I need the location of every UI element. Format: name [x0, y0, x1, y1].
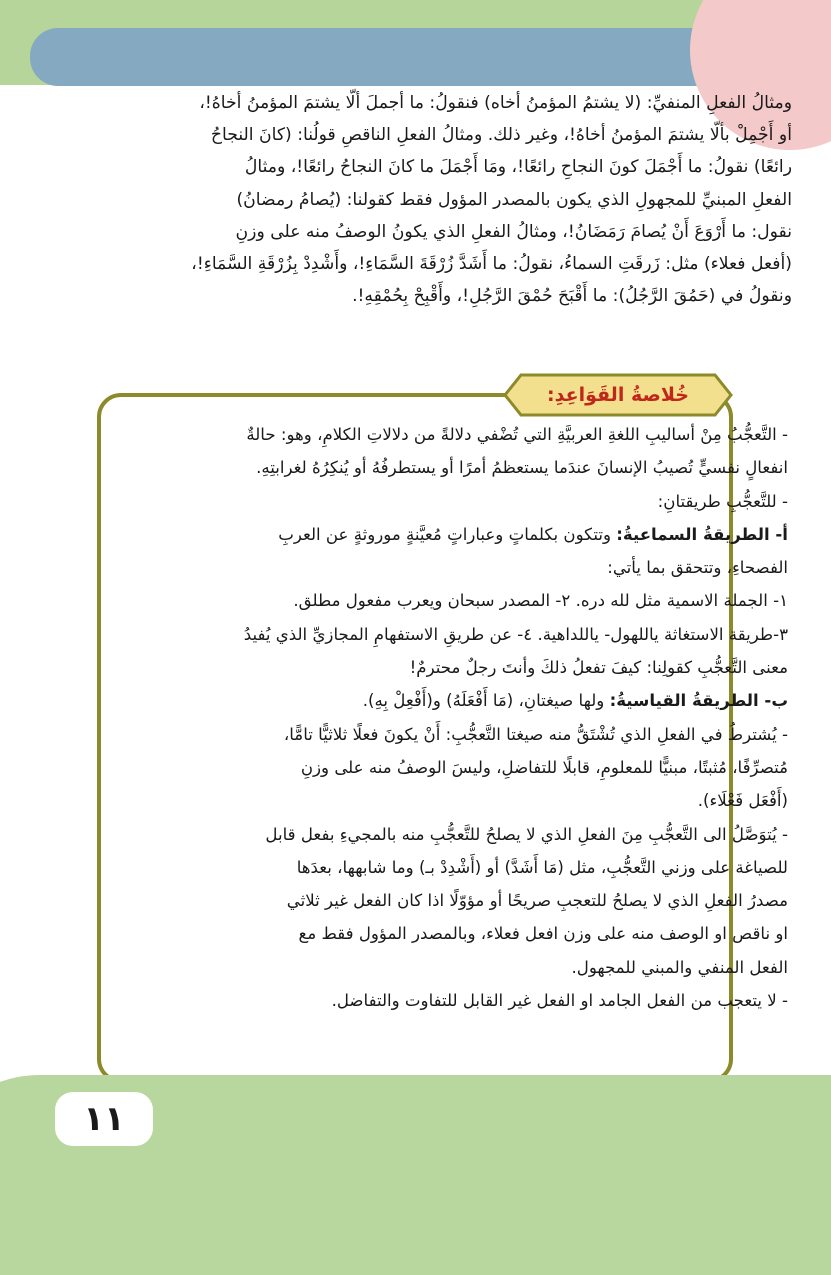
method-heading-b: ب- الطريقةُ القياسيةُ: — [609, 691, 788, 711]
method-heading-a: أ- الطريقةُ السماعيةُ: — [616, 524, 788, 544]
paragraph-line: رائعًا) نقولُ: ما أَجْمَلَ كونَ النجاحِ رائعًا!، ومَا أَجْمَلَ ما كانَ النجاحُ رائعًا!، ومثالُ — [244, 157, 792, 178]
page-number: ١١ — [83, 1099, 125, 1139]
rules-title: خُلاصةُ القَوَاعِدِ: — [547, 384, 689, 406]
rule-line: - لا يتعجب من الفعل الجامد او الفعل غير القابل للتفاوت والتفاضل. — [331, 991, 788, 1011]
paragraph-line: الفعلِ المبنيِّ للمجهولِ الذي يكون بالمصدر المؤول فقط كقولنا: (يُصامُ رمضانُ) — [236, 189, 792, 210]
rule-text: وتتكون بكلماتٍ وعباراتٍ مُعيَّنةٍ موروثةٍ عن العربِ — [278, 524, 617, 544]
paragraph-line: نقول: ما أَرْوَعَ أَنْ يُصامَ رَمَضَانُ!، ومثالُ الفعلِ الذي يكونُ الوصفُ منه على وزنِ — [235, 221, 792, 242]
rule-text: ولها صيغتانِ، (مَا أَفْعَلَهُ) و(أَفْعِلْ بِهِ). — [362, 691, 610, 711]
rule-line: (أَفْعَل فَعْلَاء). — [697, 791, 788, 811]
rule-line — [88, 684, 788, 717]
rule-line: - يُشترطُ في الفعلِ الذي تُشْتَقُّ منه صيغتا التَّعجُّبِ: أَنْ يكونَ فعلًا ثلاثيًّا تامًّا، — [283, 724, 788, 744]
rule-line: معنى التَّعجُّبِ كقولِنا: كيفَ تفعلُ ذلكَ وأنتَ رجلٌ محترمٌ! — [409, 658, 788, 678]
paragraph-line: ومثالُ الفعلِ المنفيِّ: (لا يشتمُ المؤمنُ أخاه) فنقولُ: ما أجملَ ألّا يشتمَ المؤمنُ أخاهُ!، — [199, 93, 792, 113]
intro-paragraph — [52, 87, 792, 312]
rule-line: - للتَّعجُّبِ طريقتانِ: — [657, 491, 788, 511]
rule-line: انفعالٍ نفسيٍّ تُصيبُ الإنسانَ عندَما يستعظمُ أمرًا أو يستطرفُهُ أو يُنكِرُهُ لغرابتِهِ. — [256, 458, 788, 478]
rule-line: - التَّعجُّبُ مِنْ أساليبِ اللغةِ العربيَّةِ التي تُضْفي دلالةً من دلالاتِ الكلامِ، وهو: حالةٌ — [246, 425, 788, 444]
paragraph-line: أو أَجْمِلْ بألّا يشتمَ المؤمنُ أخاهُ!، وغير ذلك. ومثالُ الفعلِ الناقصِ قولُنا: (كانَ النجاحُ — [210, 125, 792, 146]
rules-content — [88, 418, 788, 1017]
paragraph-line: ونقولُ في (حَمُقَ الرَّجُلُ): ما أَقْبَحَ حُمْقَ الرَّجُلِ!، وأَقْبِحْ بِحُمْقِهِ!. — [352, 286, 792, 307]
paragraph-line: (أفعل فعلاء) مثل: زَرقَتِ السماءُ، نقولُ: ما أَشَدَّ زُرْقَةَ السَّمَاءِ!، وأَشْدِدْ بِزُرْقَةِ السَّمَاءِ!، — [191, 254, 792, 275]
rule-line: للصياغة على وزني التَّعجُّبِ، مثل (مَا أَشَدَّ) أو (أَشْدِدْ بـ) وما شابهها، بعدَها — [296, 857, 788, 877]
rule-line: او ناقص او الوصف منه على وزن افعل فعلاء، وبالمصدر المؤول فقط مع — [298, 924, 788, 944]
rule-line — [88, 518, 788, 551]
rule-line: - يُتوَصَّلُ الى التَّعجُّبِ مِنَ الفعلِ الذي لا يصلحُ للتَّعجُّبِ منه بالمجيءِ بفعل قابل — [265, 824, 788, 844]
rule-line: ١- الجملة الاسمية مثل لله دره. ٢- المصدر سبحان ويعرب مفعول مطلق. — [293, 591, 788, 611]
rule-line: مصدرُ الفعلِ الذي لا يصلحُ للتعجبِ صريحًا أو مؤوّلًا اذا كان الفعل غير ثلاثي — [286, 891, 788, 911]
rule-line: الفعل المنفي والمبني للمجهول. — [571, 957, 788, 977]
rule-line: مُتصرِّفًا، مُثبتًا، مبنيًّا للمعلومِ، قابلًا للتفاضلِ، وليسَ الوصفُ منه على وزنِ — [300, 757, 788, 777]
rule-line: ٣-طريقة الاستغاثة ياللهول- ياللداهية. ٤- عن طريقِ الاستفهامِ المجازيِّ الذي يُفيدُ — [243, 624, 788, 644]
rule-line: الفصحاءِ، وتتحقق بما يأتي: — [607, 558, 788, 578]
